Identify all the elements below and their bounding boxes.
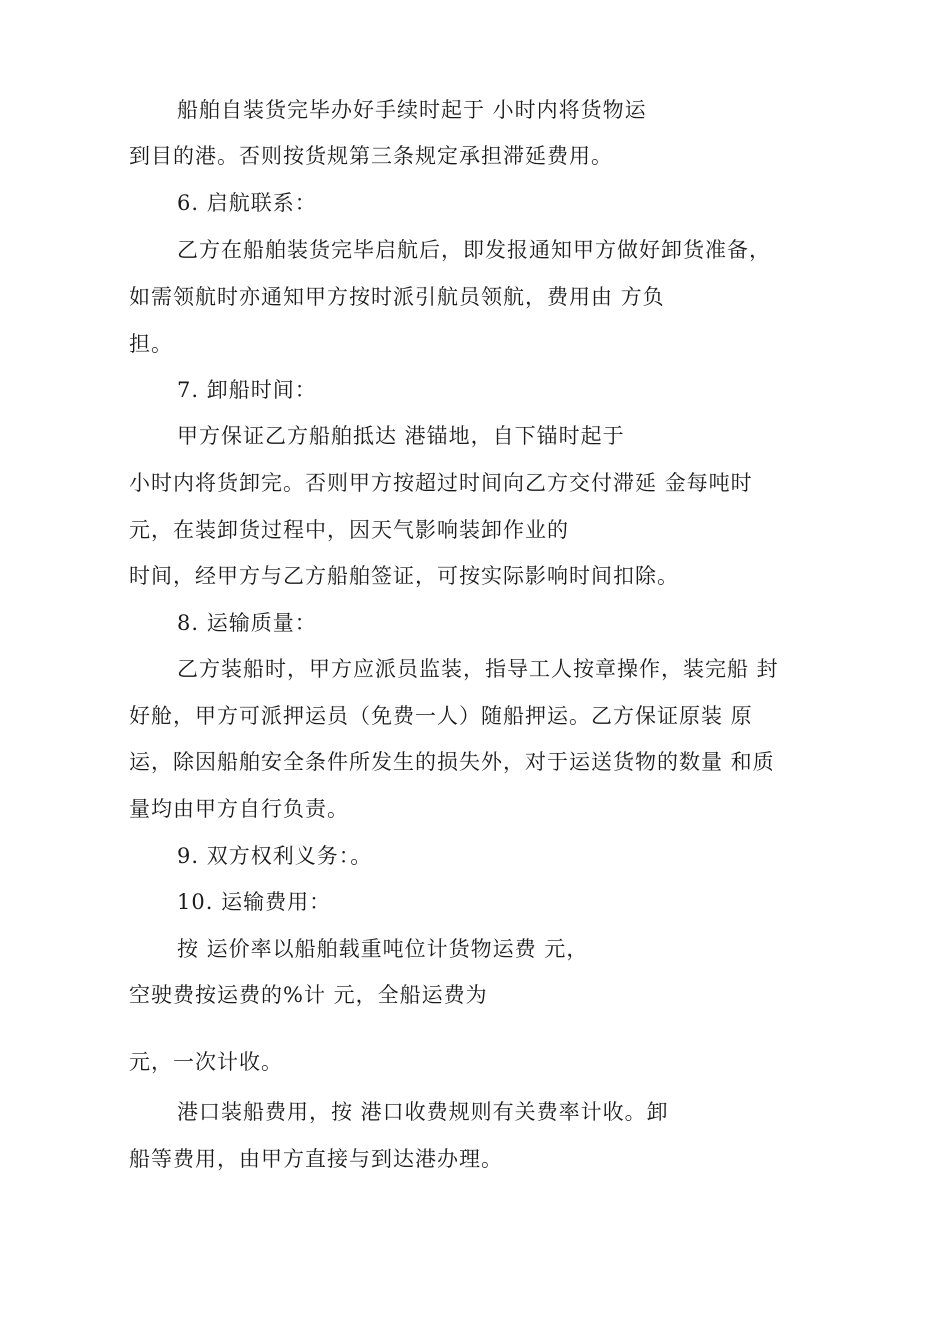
paragraph-line: 好舱，甲方可派押运员（免费一人）随船押运。乙方保证原装 原 xyxy=(129,704,753,728)
paragraph-line: 量均由甲方自行负责。 xyxy=(129,797,349,821)
paragraph-line: 船等费用，由甲方直接与到达港办理。 xyxy=(129,1147,503,1171)
paragraph-line: 到目的港。否则按货规第三条规定承担滞延费用。 xyxy=(129,144,613,168)
section-heading: 8. 运输质量： xyxy=(177,611,317,635)
paragraph-line: 时间，经甲方与乙方船舶签证，可按实际影响时间扣除。 xyxy=(129,564,679,588)
paragraph-line: 空驶费按运费的%计 元，全船运费为 xyxy=(129,983,488,1007)
paragraph-line: 港口装船费用，按 港口收费规则有关费率计收。卸 xyxy=(177,1100,669,1124)
paragraph-line: 元，在装卸货过程中，因天气影响装卸作业的 xyxy=(129,518,569,542)
paragraph-line: 运，除因船舶安全条件所发生的损失外，对于运送货物的数量 和质 xyxy=(129,750,775,774)
paragraph-line: 乙方在船舶装货完毕启航后，即发报通知甲方做好卸货准备， xyxy=(177,238,771,262)
paragraph-line: 按 运价率以船舶载重吨位计货物运费 元， xyxy=(177,937,589,961)
paragraph-line: 船舶自装货完毕办好手续时起于 小时内将货物运 xyxy=(177,98,647,122)
paragraph-line: 担。 xyxy=(129,332,173,356)
section-heading: 6. 启航联系： xyxy=(177,191,317,215)
paragraph-line: 元，一次计收。 xyxy=(129,1050,283,1074)
paragraph-line: 乙方装船时，甲方应派员监装，指导工人按章操作，装完船 封 xyxy=(177,657,779,681)
paragraph-line: 甲方保证乙方船舶抵达 港锚地，自下锚时起于 xyxy=(177,424,625,448)
section-heading: 10. 运输费用： xyxy=(177,890,332,914)
paragraph-line: 如需领航时亦通知甲方按时派引航员领航，费用由 方负 xyxy=(129,285,665,309)
section-heading: 9. 双方权利义务：。 xyxy=(177,844,373,868)
paragraph-line: 小时内将货卸完。否则甲方按超过时间向乙方交付滞延 金每吨时 xyxy=(129,471,753,495)
section-heading: 7. 卸船时间： xyxy=(177,378,317,402)
